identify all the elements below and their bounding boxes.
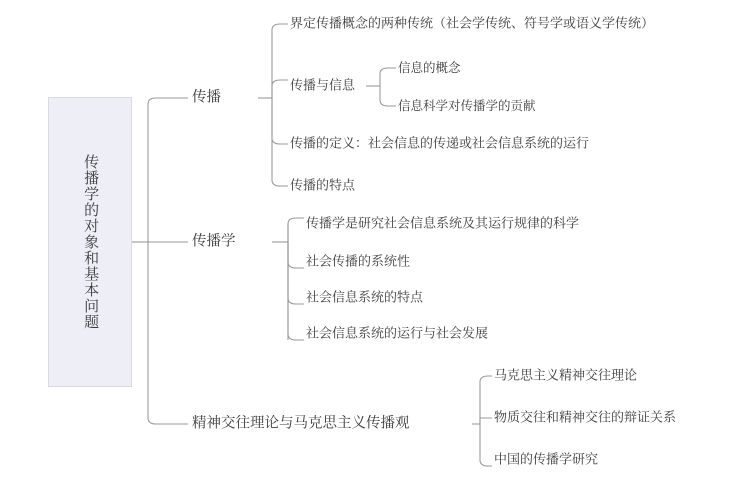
branch-node-jingshenjiaowang[interactable]: 精神交往理论与马克思主义传播观: [192, 415, 410, 432]
leaf-node-science-of-social-information-systems[interactable]: 传播学是研究社会信息系统及其运行规律的科学: [306, 215, 580, 231]
leaf-node-characteristics[interactable]: 传播的特点: [290, 177, 356, 193]
leaf-node-system-characteristics[interactable]: 社会信息系统的特点: [306, 289, 424, 305]
branch-node-chuanbo[interactable]: 传播: [192, 89, 221, 106]
leaf-node-communication-and-information[interactable]: 传播与信息: [290, 77, 356, 93]
leaf-node-chinese-research[interactable]: 中国的传播学研究: [494, 451, 599, 467]
leaf-node-definition[interactable]: 传播的定义：社会信息的传递或社会信息系统的运行: [290, 135, 590, 151]
leaf-node-systemic-nature[interactable]: 社会传播的系统性: [306, 253, 411, 269]
leaf-node-concept-of-information[interactable]: 信息的概念: [398, 60, 461, 75]
leaf-node-marxist-theory[interactable]: 马克思主义精神交往理论: [494, 367, 638, 383]
leaf-node-contribution-of-information-science[interactable]: 信息科学对传播学的贡献: [398, 98, 536, 113]
root-node[interactable]: [48, 97, 132, 387]
leaf-node-two-traditions[interactable]: 界定传播概念的两种传统（社会学传统、符号学或语义学传统）: [290, 15, 655, 31]
root-node-label: 传播学的对象和基本问题: [82, 154, 100, 330]
leaf-node-dialectical-relationship[interactable]: 物质交往和精神交往的辩证关系: [494, 409, 677, 425]
branch-node-chuanboxue[interactable]: 传播学: [192, 233, 236, 250]
leaf-node-operation-and-social-development[interactable]: 社会信息系统的运行与社会发展: [306, 325, 489, 341]
